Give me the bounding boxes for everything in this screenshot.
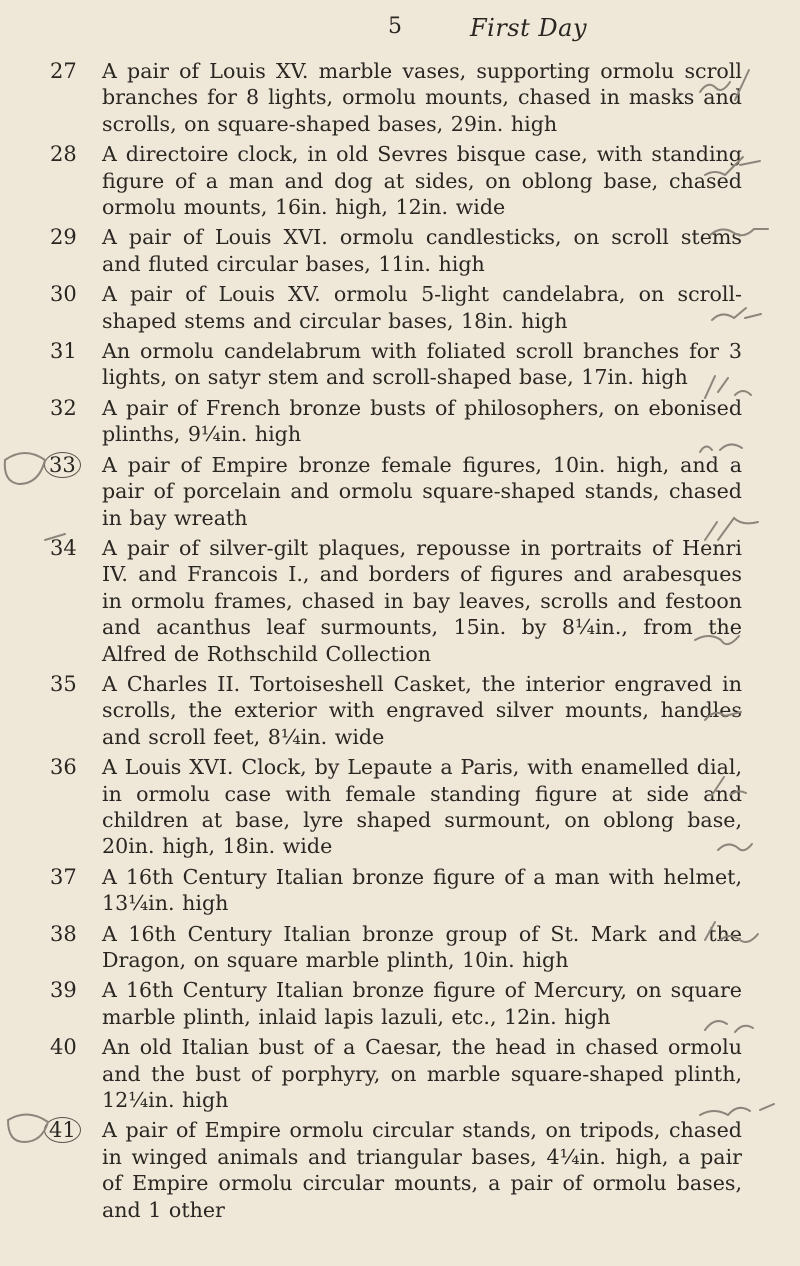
lot-item xyxy=(0,281,800,334)
lot-item xyxy=(0,977,800,1030)
lot-description: A Charles II. Tortoiseshell Casket, the interior engraved in scrolls, the exterior with engraved silver mounts, handles and scroll feet, 8¼in. wide xyxy=(102,671,742,749)
lot-number: 30 xyxy=(50,282,77,307)
page-number: 5 xyxy=(388,14,402,39)
lot-number: 32 xyxy=(50,395,77,420)
lot-description: A pair of Louis XV. ormolu 5-light candelabra, on scroll-shaped stems and circular bases, 18in. high xyxy=(102,282,742,333)
lot-description: A directoire clock, in old Sevres bisque case, with standing figure of a man and dog at sides, on oblong base, chased ormolu mounts, 16in. high, 12in. wide xyxy=(102,142,742,220)
lot-description: An old Italian bust of a Caesar, the head in chased ormolu and the bust of porphyry, on marble square-shaped plinth, 12¼in. high xyxy=(102,1035,742,1113)
lot-item xyxy=(0,224,800,277)
lot-description: A Louis XVI. Clock, by Lepaute a Paris, with enamelled dial, in ormolu case with female standing figure at side and children at base, lyre shaped surmount, on oblong base, 20in. high, 18in. wide xyxy=(102,755,742,859)
lot-description: A 16th Century Italian bronze figure of a man with helmet, 13¼in. high xyxy=(102,864,742,916)
lot-number: 27 xyxy=(50,59,77,83)
lot-item xyxy=(0,338,800,391)
lot-description: A pair of Empire ormolu circular stands, on tripods, chased in winged animals and triangular bases, 4¼in. high, a pair of Empire ormolu circular mounts, a pair of ormolu bases, and 1 other xyxy=(102,1118,742,1222)
lot-number: 37 xyxy=(50,864,77,889)
lot-description: A pair of Empire bronze female figures, 10in. high, and a pair of porcelain and ormolu square-shaped stands, chased in bay wreath xyxy=(102,452,742,530)
lot-number: 40 xyxy=(50,1035,77,1060)
lot-item xyxy=(0,864,800,917)
lot-description: A pair of silver-gilt plaques, repousse in portraits of Henri IV. and Francois I., and borders of figures and arabesques in ormolu frames, chased in bay leaves, scrolls and festoon and acanthus leaf surmounts, 15in. by 8¼in., from the Alfred de Rothschild Collection xyxy=(102,535,742,666)
lot-item xyxy=(0,395,800,448)
lot-number: 38 xyxy=(50,921,77,946)
circled-lot-number: 41 xyxy=(44,1117,81,1143)
lot-description: An ormolu candelabrum with foliated scroll branches for 3 lights, on satyr stem and scroll-shaped base, 17in. high xyxy=(102,339,742,390)
lot-item xyxy=(0,671,800,750)
running-title: First Day xyxy=(470,14,587,42)
lot-item xyxy=(0,754,800,860)
lot-description: A pair of French bronze busts of philosophers, on ebonised plinths, 9¼in. high xyxy=(102,395,742,447)
lot-number: 39 xyxy=(50,978,77,1003)
lot-description: A pair of Louis XVI. ormolu candlesticks, on scroll stems and fluted circular bases, 11in. high xyxy=(102,225,742,276)
lot-description: A 16th Century Italian bronze group of St. Mark and the Dragon, on square marble plinth, 10in. high xyxy=(102,921,742,972)
lot-description: A pair of Louis XV. marble vases, supporting ormolu scroll branches for 8 lights, ormolu mounts, chased in masks and scrolls, on square-shaped bases, 29in. high xyxy=(102,59,742,136)
lot-number: 31 xyxy=(50,339,77,364)
lot-number xyxy=(50,452,90,478)
lot-description: A 16th Century Italian bronze figure of Mercury, on square marble plinth, inlaid lapis lazuli, etc., 12in. high xyxy=(102,978,742,1029)
lot-number xyxy=(50,1117,90,1143)
lot-number: 36 xyxy=(50,755,77,780)
lot-item xyxy=(0,58,800,137)
lot-item xyxy=(0,1117,800,1223)
lot-number: 28 xyxy=(50,142,77,167)
lot-number: 34 xyxy=(50,535,77,560)
lot-number: 29 xyxy=(50,225,77,250)
lot-item xyxy=(0,1034,800,1113)
lot-item xyxy=(0,141,800,220)
lot-item xyxy=(0,921,800,974)
lot-list xyxy=(0,58,800,1227)
lot-item xyxy=(0,452,800,531)
lot-item xyxy=(0,535,800,667)
circled-lot-number: 33 xyxy=(44,452,81,478)
lot-number: 35 xyxy=(50,671,77,696)
page-header xyxy=(0,14,800,44)
